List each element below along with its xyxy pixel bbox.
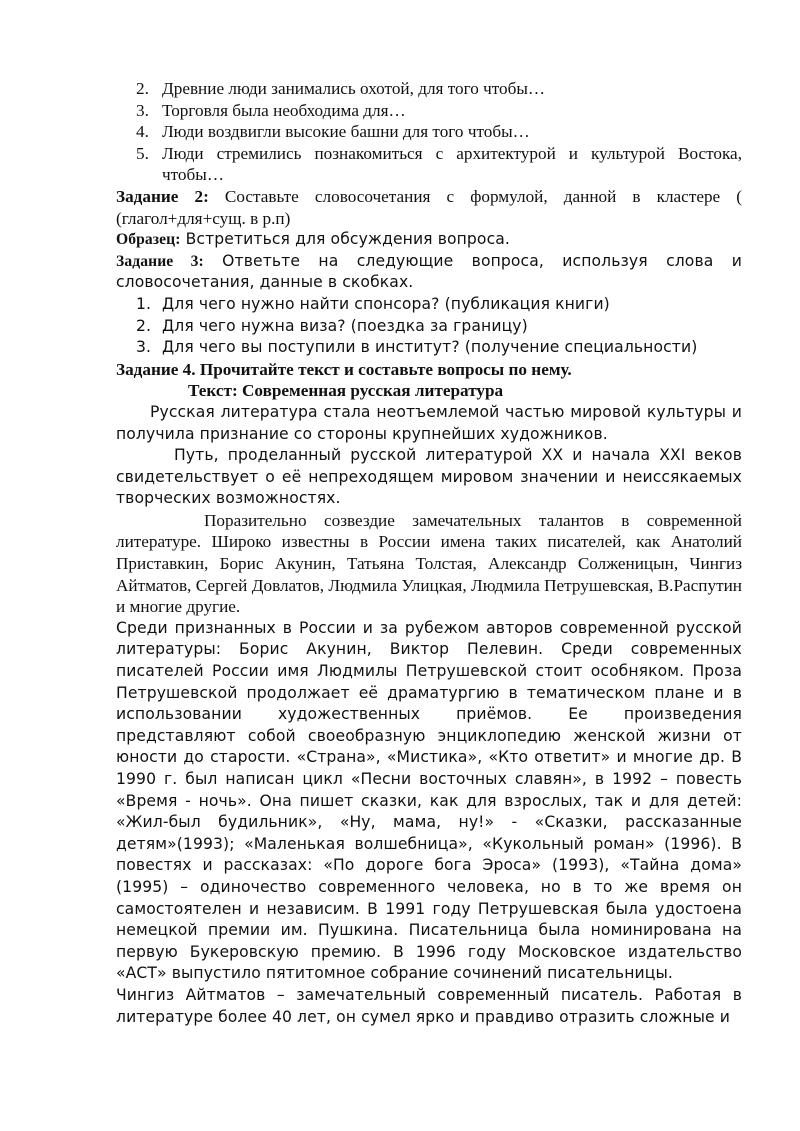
list-item: 3. Торговля была необходима для… (136, 100, 406, 120)
paragraph-4: Среди признанных в России и за рубежом авторов современной русской литературы: Борис Акунин, Виктор Пелевин. Среди современных писателей России имя Людмилы Петрушевской стоит особняком. Проза Петрушевской продолжает её драматургию в тематическом плане и в использовании художественных приёмов. Ее произведения представляют собой своеобразную энциклопедию женской жизни от юности до старости. «Страна», «Мистика», «Кто ответит» и многие др. В 1990 г. был написан цикл «Песни восточных славян», в 1992 – повесть «Время - ночь». Она пишет сказки, как для взрослых, так и для детей: «Жил-был будильник», «Ну, мама, ну!» - «Сказки, рассказанные детям»(1993); «Маленькая волшебница», «Кукольный роман» (1996). В повестях и рассказах: «По дороге бога Эроса» (1993), «Тайна дома» (1995) – одиночество современного человека, но в то же время он самостоятелен и независим. В 1991 году Петрушевская была удостоена немецкой премии им. Пушкина. Писательница была номинирована на первую Букеровскую премию. В 1996 году Московское издательство «АСТ» выпустило пятитомное собрание сочинений писательницы. (116, 618, 742, 983)
list-item: 4. Люди воздвигли высокие башни для того чтобы… (136, 122, 530, 142)
sample-label: Образец: (116, 231, 181, 249)
list-item: 1. Для чего нужно найти спонсора? (публикация книги) (136, 294, 610, 313)
task-4-heading: Задание 4. Прочитайте текст и составьте вопросы по нему. (116, 359, 572, 379)
task-3 (116, 251, 742, 294)
task-2-text: Составьте словосочетания с формулой, данной в кластере ( (глагол+для+сущ. в р.п) (116, 186, 742, 228)
list-item: 5. Люди стремились познакомиться с архитектурой и культурой Востока, чтобы… (136, 143, 742, 185)
document-content (116, 78, 742, 1028)
task-2 (116, 186, 742, 229)
paragraph-3: Поразительно созвездие замечательных талантов в современной литературе. Широко известны в России имена таких писателей, как Анатолий Приставкин, Борис Акунин, Татьяна Толстая, Александр Солженицын, Чингиз Айтматов, Сергей Довлатов, Людмила Улицкая, Людмила Петрушевская, В.Распутин и многие другие. (116, 510, 742, 617)
paragraph-2: Путь, проделанный русской литературой XX и начала XXI веков свидетельствует о её непреходящем мировом значении и неиссякаемых творческих возможностях. (116, 446, 742, 508)
sample-text: Встретиться для обсуждения вопроса. (185, 230, 510, 249)
task-2-label: Задание 2: (116, 186, 209, 206)
task-3-text: Ответьте на следующие вопроса, используя слова и словосочетания, данные в скобках. (116, 251, 742, 292)
task-3-label: Задание 3: (116, 252, 204, 270)
task-3-question-list (116, 294, 742, 359)
list-item: 3. Для чего вы поступили в институт? (получение специальности) (136, 338, 698, 357)
list-item: 2. Для чего нужна виза? (поездка за границу) (136, 316, 528, 335)
paragraph-1: Русская литература стала неотъемлемой частью мировой культуры и получила признание со стороны крупнейших художников. (116, 402, 742, 443)
text-title: Текст: Современная русская литература (188, 381, 504, 401)
list-item: 2. Древние люди занимались охотой, для того чтобы… (136, 79, 546, 98)
paragraph-5: Чингиз Айтматов – замечательный современный писатель. Работая в литературе более 40 лет, он сумел ярко и правдиво отразить сложные и (116, 985, 742, 1026)
sample (116, 229, 742, 251)
purpose-sentence-list (116, 78, 742, 186)
